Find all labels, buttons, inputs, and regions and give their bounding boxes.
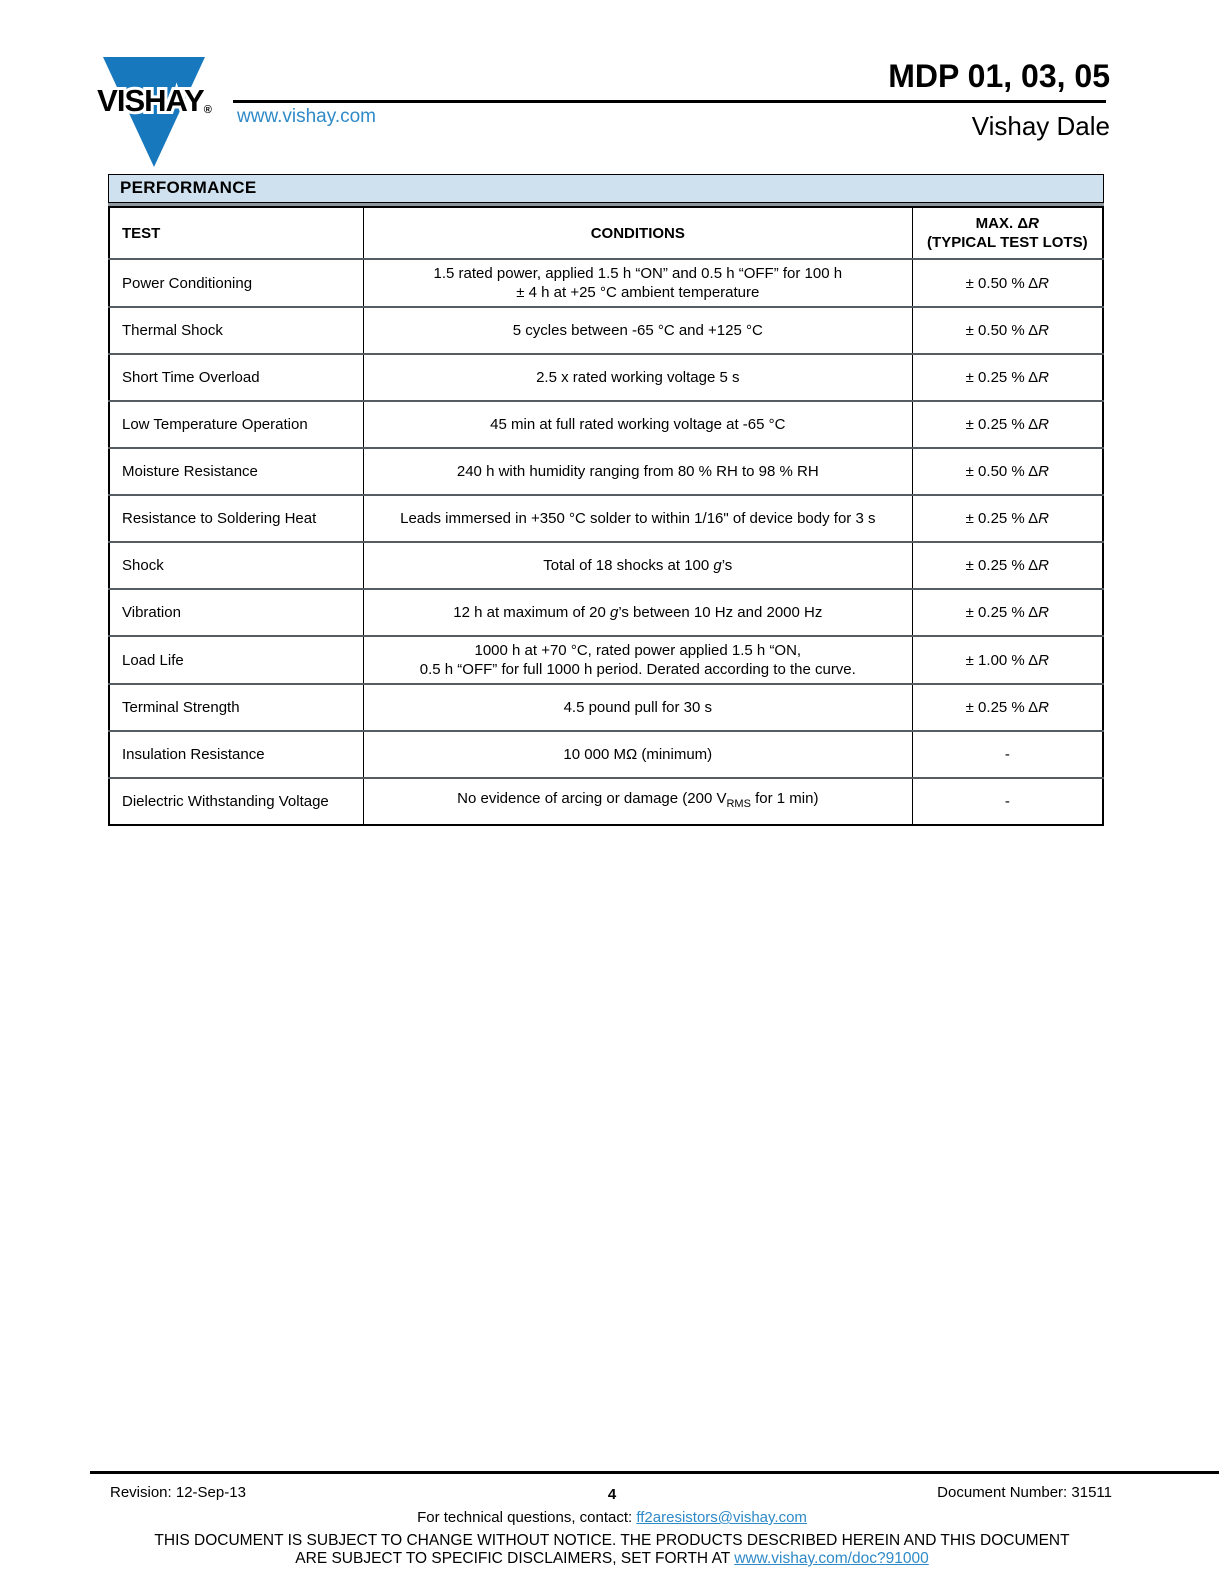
- test-name-cell: Resistance to Soldering Heat: [109, 495, 363, 542]
- conditions-cell: 1000 h at +70 °C, rated power applied 1.5 h “ON, 0.5 h “OFF” for full 1000 h period. Derated according to the curve.: [363, 636, 912, 684]
- table-row: [109, 589, 1103, 636]
- test-name-cell: Shock: [109, 542, 363, 589]
- page-number: 4: [607, 1486, 617, 1503]
- registered-mark: ®: [203, 104, 211, 116]
- conditions-cell: 12 h at maximum of 20 g’s between 10 Hz and 2000 Hz: [363, 589, 912, 636]
- max-delta-r-cell: ± 0.50 % ΔR: [912, 448, 1103, 495]
- test-name-cell: Load Life: [109, 636, 363, 684]
- test-name-cell: Terminal Strength: [109, 684, 363, 731]
- conditions-cell: 1.5 rated power, applied 1.5 h “ON” and 0.5 h “OFF” for 100 h ± 4 h at +25 °C ambient temperature: [363, 259, 912, 307]
- test-name-cell: Moisture Resistance: [109, 448, 363, 495]
- footer-divider-line: [90, 1471, 1219, 1474]
- max-delta-r-cell: -: [912, 778, 1103, 825]
- table-row: [109, 259, 1103, 307]
- max-delta-r-cell: ± 0.25 % ΔR: [912, 589, 1103, 636]
- vishay-website-link[interactable]: www.vishay.com: [237, 106, 377, 127]
- performance-table-body: [109, 259, 1103, 825]
- test-name-cell: Thermal Shock: [109, 307, 363, 354]
- conditions-cell: 240 h with humidity ranging from 80 % RH to 98 % RH: [363, 448, 912, 495]
- test-name-cell: Low Temperature Operation: [109, 401, 363, 448]
- table-row: [109, 448, 1103, 495]
- table-row: [109, 542, 1103, 589]
- table-row: [109, 307, 1103, 354]
- max-dr-r: R: [1028, 215, 1039, 232]
- table-row: [109, 684, 1103, 731]
- conditions-cell: Leads immersed in +350 °C solder to within 1/16" of device body for 3 s: [363, 495, 912, 542]
- disclaimer-doc-link[interactable]: www.vishay.com/doc?91000: [734, 1550, 929, 1567]
- performance-section: [108, 174, 1104, 826]
- table-row: [109, 354, 1103, 401]
- table-row: [109, 495, 1103, 542]
- column-header-test: TEST: [109, 207, 363, 259]
- conditions-cell: 4.5 pound pull for 30 s: [363, 684, 912, 731]
- table-header-row: [109, 207, 1103, 259]
- max-delta-r-cell: ± 0.25 % ΔR: [912, 401, 1103, 448]
- test-name-cell: Short Time Overload: [109, 354, 363, 401]
- max-delta-r-cell: -: [912, 731, 1103, 778]
- max-delta-r-cell: ± 0.25 % ΔR: [912, 354, 1103, 401]
- column-header-max-dr: [912, 207, 1103, 259]
- conditions-cell: 2.5 x rated working voltage 5 s: [363, 354, 912, 401]
- vishay-logo-wordmark: VISHAY®: [97, 83, 211, 118]
- max-delta-r-cell: ± 1.00 % ΔR: [912, 636, 1103, 684]
- max-dr-subtitle: (TYPICAL TEST LOTS): [927, 234, 1088, 251]
- section-title-bar: PERFORMANCE: [108, 174, 1104, 203]
- max-delta-r-cell: ± 0.50 % ΔR: [912, 307, 1103, 354]
- table-row: [109, 401, 1103, 448]
- disclaimer-line2: ARE SUBJECT TO SPECIFIC DISCLAIMERS, SET FORTH AT: [295, 1550, 735, 1567]
- max-delta-r-cell: ± 0.25 % ΔR: [912, 542, 1103, 589]
- part-number-title: MDP 01, 03, 05: [888, 58, 1110, 94]
- max-dr-prefix: MAX. Δ: [975, 215, 1029, 232]
- disclaimer-line1: THIS DOCUMENT IS SUBJECT TO CHANGE WITHOUT NOTICE. THE PRODUCTS DESCRIBED HEREIN AND THIS DOCUMENT: [154, 1532, 1070, 1549]
- test-name-cell: Vibration: [109, 589, 363, 636]
- document-number: Document Number: 31511: [937, 1484, 1112, 1501]
- table-row: [109, 636, 1103, 684]
- brand-name: Vishay Dale: [971, 111, 1110, 141]
- test-name-cell: Insulation Resistance: [109, 731, 363, 778]
- legal-disclaimer: [0, 1532, 1224, 1568]
- revision-date: Revision: 12-Sep-13: [110, 1484, 246, 1501]
- test-name-cell: Dielectric Withstanding Voltage: [109, 778, 363, 825]
- performance-table: [108, 206, 1104, 826]
- max-delta-r-cell: ± 0.25 % ΔR: [912, 495, 1103, 542]
- max-delta-r-cell: ± 0.50 % ΔR: [912, 259, 1103, 307]
- max-delta-r-cell: ± 0.25 % ΔR: [912, 684, 1103, 731]
- contact-prefix: For technical questions, contact:: [417, 1509, 637, 1526]
- table-row: [109, 731, 1103, 778]
- column-header-conditions: CONDITIONS: [363, 207, 912, 259]
- contact-email-link[interactable]: ff2aresistors@vishay.com: [636, 1509, 807, 1526]
- vishay-logo: [96, 54, 224, 170]
- conditions-cell: No evidence of arcing or damage (200 $V_{RMS}$ for 1 min): [363, 778, 912, 825]
- header-divider-line: [233, 100, 1106, 103]
- conditions-cell: 10 000 MΩ (minimum): [363, 731, 912, 778]
- conditions-cell: 45 min at full rated working voltage at -65 °C: [363, 401, 912, 448]
- table-row: [109, 778, 1103, 825]
- technical-contact-line: [0, 1509, 1224, 1526]
- conditions-cell: 5 cycles between -65 °C and +125 °C: [363, 307, 912, 354]
- conditions-cell: Total of 18 shocks at 100 g’s: [363, 542, 912, 589]
- test-name-cell: Power Conditioning: [109, 259, 363, 307]
